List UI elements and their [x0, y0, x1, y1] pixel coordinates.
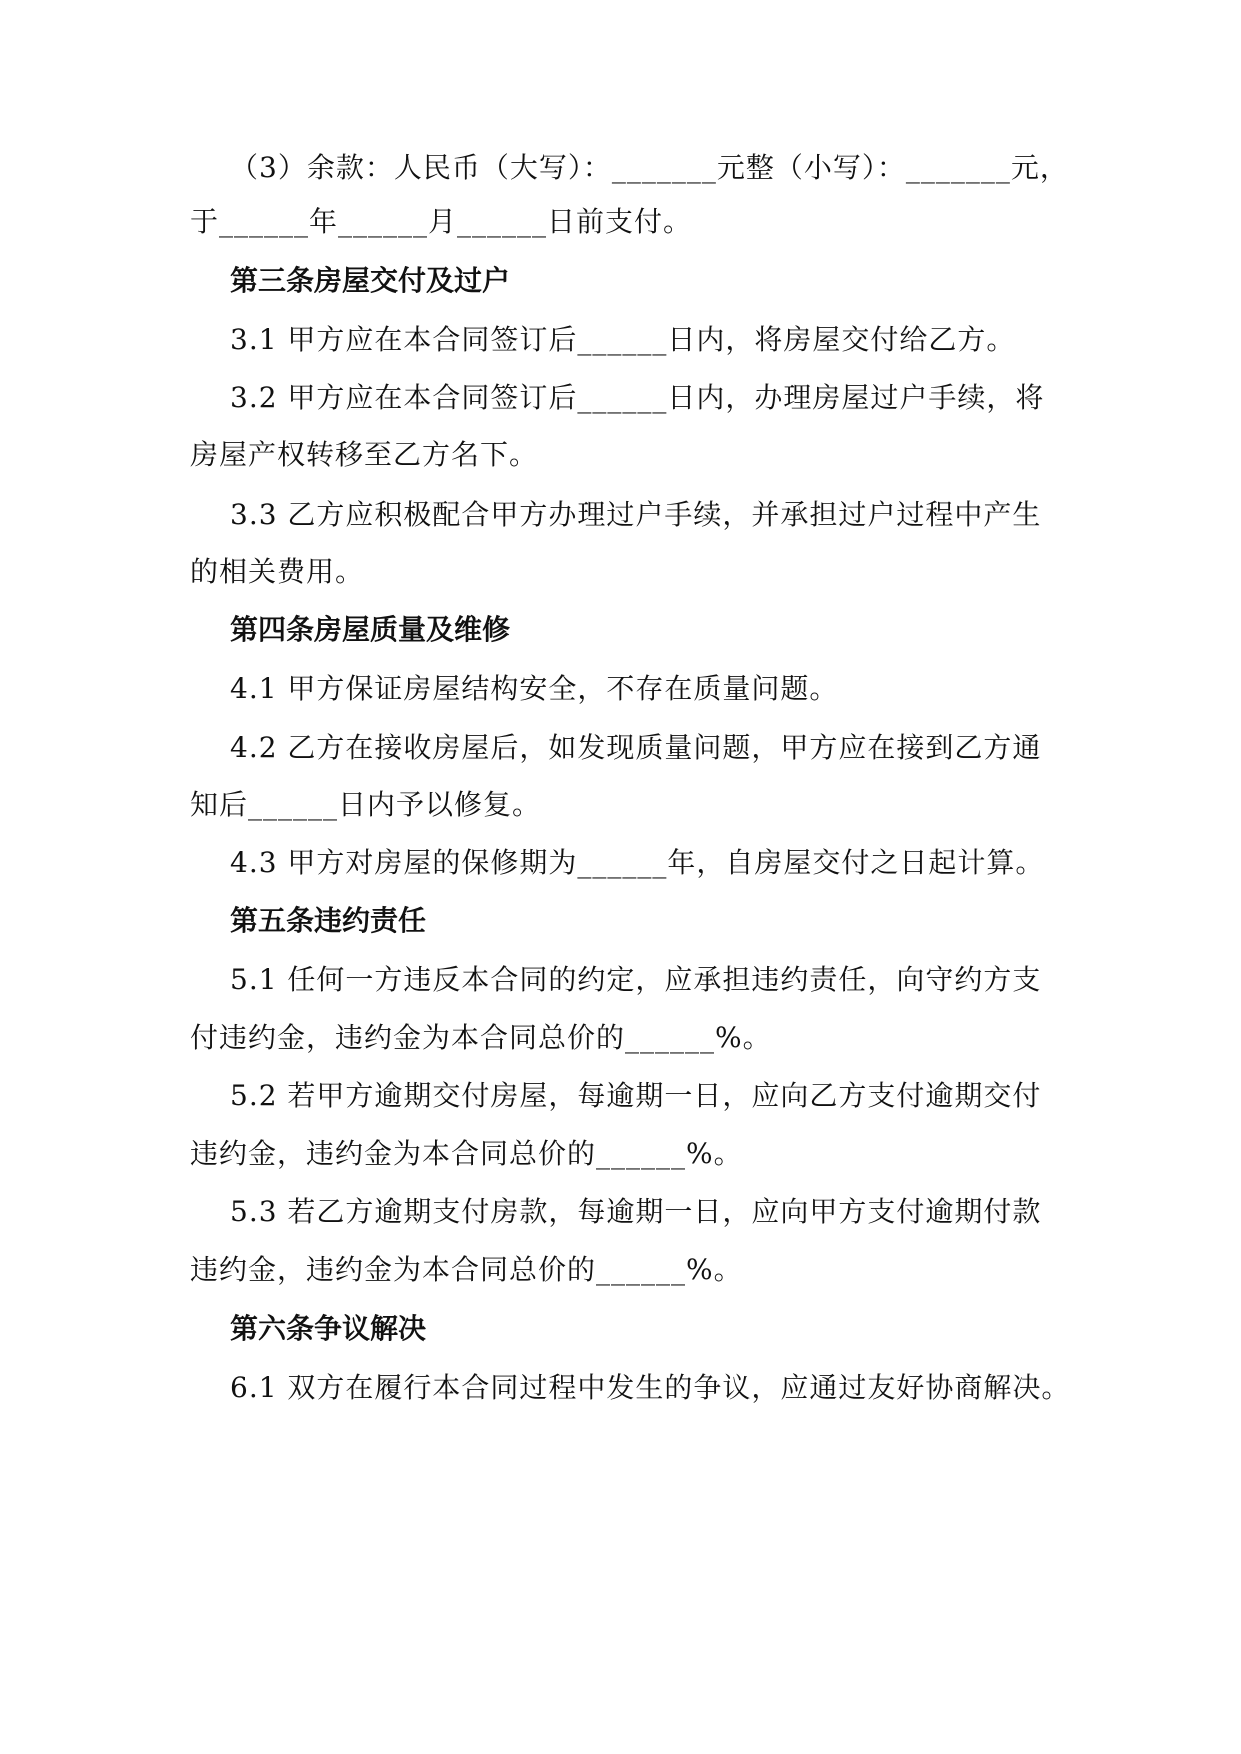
clause-3-2-line-1: 3.2 甲方应在本合同签订后______日内，办理房屋过户手续，将 — [230, 381, 1045, 414]
clause-5-2-line-1: 5.2 若甲方逾期交付房屋，每逾期一日，应向乙方支付逾期交付 — [230, 1079, 1042, 1112]
clause-4-2-line-2: 知后______日内予以修复。 — [190, 788, 542, 821]
clause-6-1: 6.1 双方在履行本合同过程中发生的争议，应通过友好协商解决。 — [230, 1371, 1071, 1404]
payment-balance-line-1: （3）余款：人民币（大写）：_______元整（小写）：_______元， — [230, 151, 1069, 184]
article-5-heading: 第五条违约责任 — [230, 904, 427, 937]
clause-4-3: 4.3 甲方对房屋的保修期为______年，自房屋交付之日起计算。 — [230, 846, 1045, 879]
clause-5-1-line-1: 5.1 任何一方违反本合同的约定，应承担违约责任，向守约方支 — [230, 963, 1042, 996]
clause-3-1: 3.1 甲方应在本合同签订后______日内，将房屋交付给乙方。 — [230, 323, 1016, 356]
clause-3-3-line-2: 的相关费用。 — [190, 555, 365, 588]
article-3-heading: 第三条房屋交付及过户 — [230, 264, 511, 297]
clause-3-2-line-2: 房屋产权转移至乙方名下。 — [190, 438, 539, 471]
article-4-heading: 第四条房屋质量及维修 — [230, 613, 511, 646]
clause-3-3-line-1: 3.3 乙方应积极配合甲方办理过户手续，并承担过户过程中产生 — [230, 498, 1042, 531]
clause-4-2-line-1: 4.2 乙方在接收房屋后，如发现质量问题，甲方应在接到乙方通 — [230, 731, 1042, 764]
clause-5-3-line-2: 违约金，违约金为本合同总价的______%。 — [190, 1253, 743, 1286]
clause-4-1: 4.1 甲方保证房屋结构安全，不存在质量问题。 — [230, 672, 839, 705]
article-6-heading: 第六条争议解决 — [230, 1312, 427, 1345]
clause-5-3-line-1: 5.3 若乙方逾期支付房款，每逾期一日，应向甲方支付逾期付款 — [230, 1195, 1042, 1228]
payment-balance-line-2: 于______年______月______日前支付。 — [190, 205, 693, 238]
clause-5-1-line-2: 付违约金，违约金为本合同总价的______%。 — [190, 1021, 772, 1054]
clause-5-2-line-2: 违约金，违约金为本合同总价的______%。 — [190, 1137, 743, 1170]
